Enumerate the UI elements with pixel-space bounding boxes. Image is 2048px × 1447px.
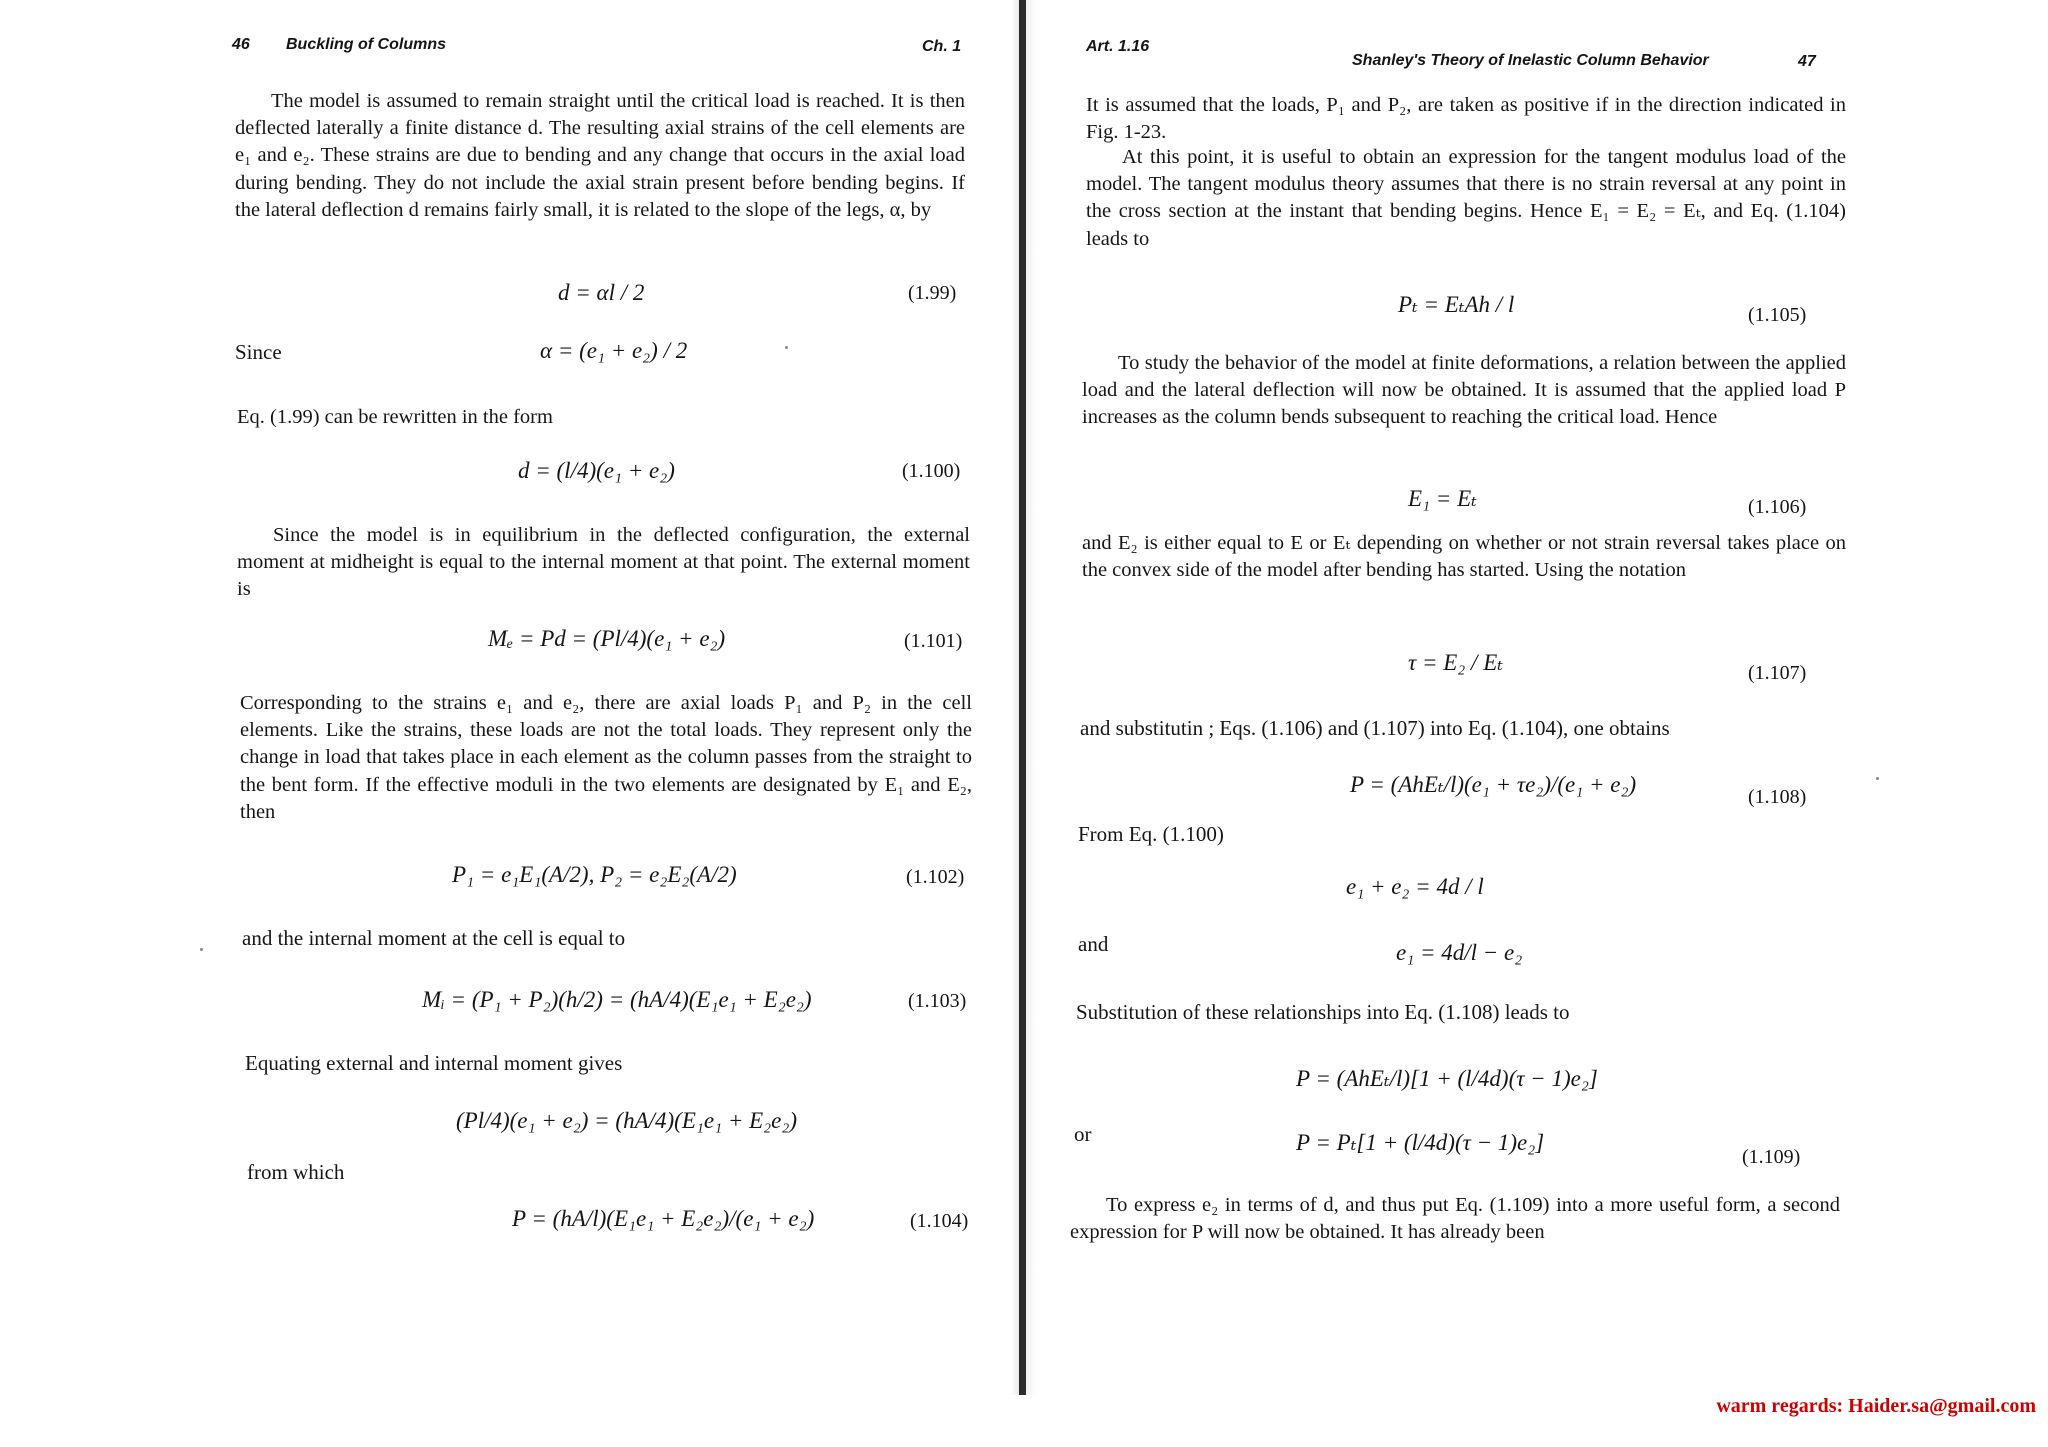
left-page — [0, 0, 1020, 1447]
equation: τ = E₂ / Eₜ — [1408, 650, 1503, 675]
equation-number: (1.104) — [910, 1210, 969, 1232]
page-number: 47 — [1798, 53, 1816, 70]
equation: P₁ = e₁E₁(A/2), P₂ = e₂E₂(A/2) — [452, 862, 737, 887]
equation: Mᵢ = (P₁ + P₂)(h/2) = (hA/4)(E₁e₁ + E₂e₂) — [422, 987, 812, 1012]
paragraph: To study the behavior of the model at finite deformations, a relation between the applied load and the lateral deflection will now be obtained. It is assumed that the applied load P increases as the column bends subsequent to reaching the critical load. Hence — [1082, 352, 1846, 429]
equation: α = (e₁ + e₂) / 2 — [540, 338, 688, 363]
equation: d = αl / 2 — [558, 280, 645, 305]
paragraph: At this point, it is useful to obtain an expression for the tangent modulus load of the model. The tangent modulus theory assumes that there is no strain reversal at any point in the cross section at the instant that bending begins. Hence E₁ = E₂ = Eₜ, and Eq. (1.104) leads to — [1086, 146, 1846, 250]
equation: e₁ + e₂ = 4d / l — [1346, 874, 1484, 899]
equation-number: (1.108) — [1748, 786, 1807, 808]
equation-number: (1.109) — [1742, 1146, 1801, 1168]
equation: P = Pₜ[1 + (l/4d)(τ − 1)e₂] — [1296, 1130, 1545, 1155]
equation-number: (1.102) — [906, 866, 965, 888]
equation: P = (hA/l)(E₁e₁ + E₂e₂)/(e₁ + e₂) — [512, 1206, 815, 1231]
text-line: and substitutin ; Eqs. (1.106) and (1.107) into Eq. (1.104), one obtains — [1080, 716, 1670, 740]
equation-number: (1.100) — [902, 460, 961, 482]
running-title: Buckling of Columns — [286, 36, 446, 53]
equation-number: (1.101) — [904, 630, 963, 652]
scan-speck — [200, 948, 203, 951]
from-which-label: from which — [247, 1160, 345, 1184]
running-title: Shanley's Theory of Inelastic Column Behavior — [1352, 52, 1709, 69]
paragraph: The model is assumed to remain straight until the critical load is reached. It is then deflected laterally a finite distance d. The resulting axial strains of the cell elements are e₁ and e₂. These strains are due to bending and any change that occurs in the axial load during bending. They do not include the axial strain present before bending begins. If the lateral deflection d remains fairly small, it is related to the slope of the legs, α, by — [235, 90, 965, 221]
scan-speck — [1876, 777, 1879, 780]
equation-number: (1.105) — [1748, 304, 1807, 326]
equation: P = (AhEₜ/l)[1 + (l/4d)(τ − 1)e₂] — [1296, 1066, 1598, 1091]
since-label: Since — [235, 340, 282, 364]
equation: Mₑ = Pd = (Pl/4)(e₁ + e₂) — [488, 626, 726, 651]
gutter-shadow — [1010, 0, 1019, 1395]
text-line: From Eq. (1.100) — [1078, 822, 1224, 846]
text-line: Substitution of these relationships into Eq. (1.108) leads to — [1076, 1000, 1570, 1024]
or-label: or — [1074, 1122, 1092, 1146]
equation-number: (1.107) — [1748, 662, 1807, 684]
and-label: and — [1078, 932, 1109, 956]
paragraph: and E₂ is either equal to E or Eₜ depending on whether or not strain reversal takes place on the convex side of the model after bending has started. Using the notation — [1082, 532, 1846, 582]
equation-number: (1.106) — [1748, 496, 1807, 518]
scan-speck — [785, 346, 788, 349]
chapter-label: Ch. 1 — [922, 38, 962, 55]
article-label: Art. 1.16 — [1086, 38, 1150, 55]
equation: E₁ = Eₜ — [1408, 486, 1477, 511]
page-number: 46 — [232, 36, 250, 53]
paragraph: Eq. (1.99) can be rewritten in the form — [237, 406, 553, 428]
equation: Pₜ = EₜAh / l — [1398, 292, 1515, 317]
equation: (Pl/4)(e₁ + e₂) = (hA/4)(E₁e₁ + E₂e₂) — [456, 1108, 798, 1133]
paragraph: It is assumed that the loads, P₁ and P₂, are taken as positive if in the direction indicated in Fig. 1-23. — [1086, 94, 1846, 144]
text-line: Equating external and internal moment gives — [245, 1051, 623, 1075]
equation: e₁ = 4d/l − e₂ — [1396, 940, 1523, 965]
right-page — [1030, 0, 2048, 1447]
equation: P = (AhEₜ/l)(e₁ + τe₂)/(e₁ + e₂) — [1350, 772, 1637, 797]
book-gutter — [1019, 0, 1026, 1395]
paragraph: Corresponding to the strains e₁ and e₂, there are axial loads P₁ and P₂ in the cell elements. Like the strains, these loads are not the total loads. They represent only the change in load that takes place in each element as the column passes from the straight to the bent form. If the effective moduli in the two elements are designated by E₁ and E₂, then — [240, 692, 972, 823]
paragraph: To express e₂ in terms of d, and thus put Eq. (1.109) into a more useful form, a second expression for P will now be obtained. It has already been — [1070, 1194, 1840, 1244]
equation: d = (l/4)(e₁ + e₂) — [518, 458, 675, 483]
footer-credit: warm regards: Haider.sa@gmail.com — [1716, 1395, 2036, 1417]
equation-number: (1.99) — [908, 282, 957, 304]
text-line: and the internal moment at the cell is equal to — [242, 926, 626, 950]
equation-number: (1.103) — [908, 990, 967, 1012]
paragraph: Since the model is in equilibrium in the deflected configuration, the external moment at midheight is equal to the internal moment at that point. The external moment is — [237, 524, 970, 601]
